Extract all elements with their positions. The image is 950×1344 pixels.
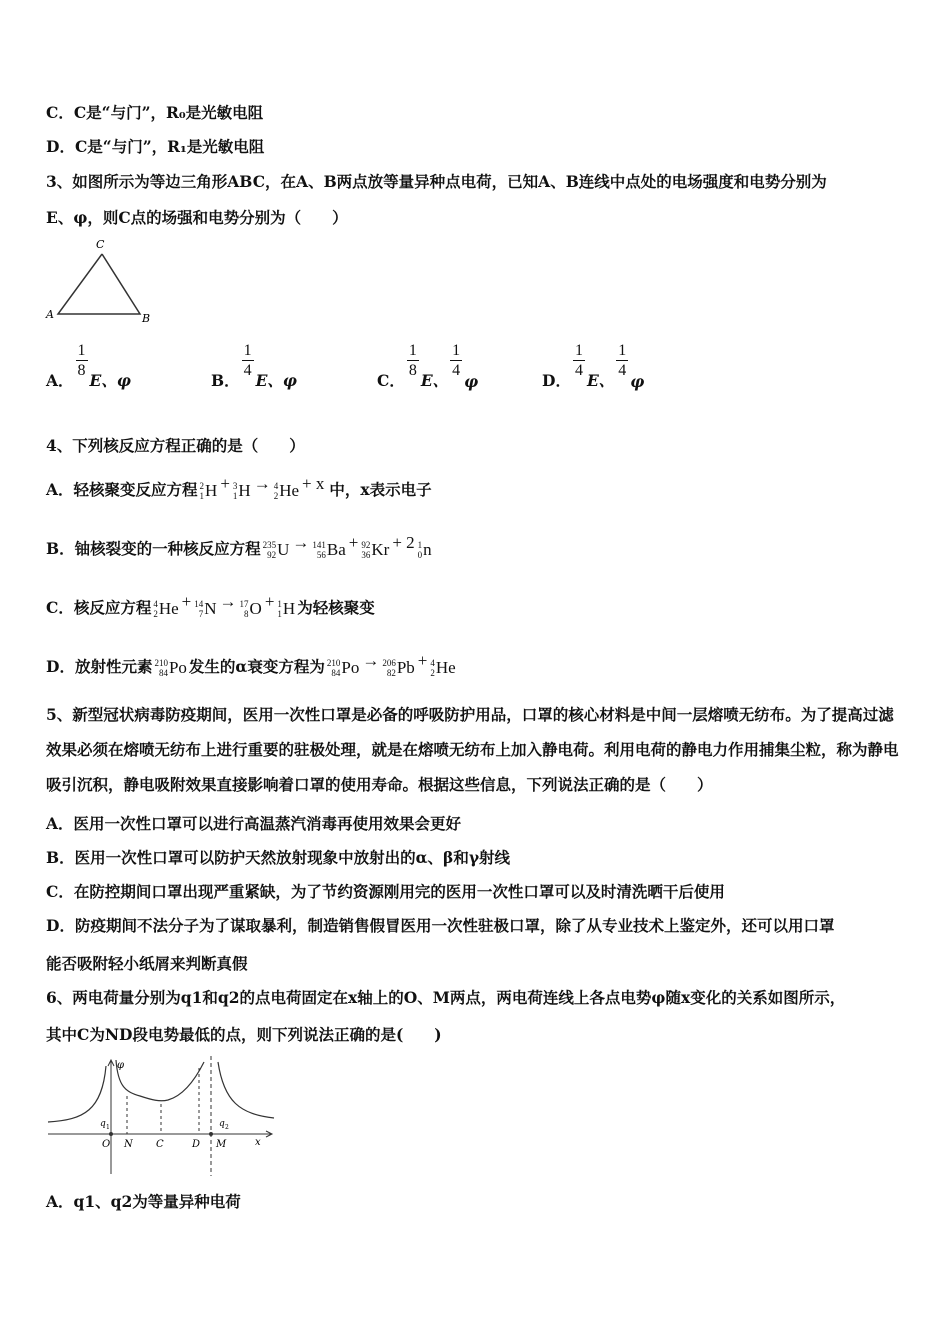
q4-option-a — [46, 474, 432, 507]
q5-stem: 5、新型冠状病毒防疫期间，医用一次性口罩是必备的呼吸防护用品，口罩的核心材料是中间一层熔喷无纺布。为了提高过滤效果必须在熔喷无纺布上进行重要的驻极处理，就是在熔喷无纺布上加入静电荷。利用电荷的静电力作用捕集尘粒，称为静电吸引沉积，静电吸附效果直接影响着口罩的使用寿命。根据这些信息，下列说法正确的是（ ） — [46, 705, 899, 794]
option-suffix: E、φ — [255, 371, 297, 390]
option-letter: C． — [377, 371, 405, 390]
q4-c-prefix: C．核反应方程 — [46, 598, 152, 617]
q3-option-d — [542, 342, 645, 391]
isotope — [274, 481, 299, 501]
q6-stem-line1: 6、两电荷量分别为q1和q2的点电荷固定在x轴上的O、M两点，两电荷连线上各点电势φ随x变化的关系如图所示， — [46, 988, 846, 1007]
graph-label-n: N — [124, 1139, 133, 1150]
fraction-numerator: 1 — [243, 342, 252, 359]
isotope — [263, 540, 290, 560]
isotope — [382, 658, 414, 678]
fraction-2 — [616, 342, 628, 381]
q2-option-d: D．C是“与门”，R₁是光敏电阻 — [46, 137, 265, 156]
q3-stem-line1: 3、如图所示为等边三角形ABC，在A、B两点放等量异种点电荷，已知A、B连线中点处的电场强度和电势分别为 — [46, 172, 827, 191]
q5-option-d-line2: 能否吸附轻小纸屑来判断真假 — [46, 954, 248, 973]
equation-operator: → — [219, 592, 237, 611]
isotope — [312, 540, 345, 560]
equation-operator: + — [417, 651, 428, 670]
isotope — [233, 481, 251, 501]
atomic-number: 2 — [430, 668, 435, 678]
fraction-denominator: 4 — [618, 362, 627, 379]
mass-number: 4 — [430, 658, 435, 668]
atomic-number: 0 — [417, 550, 423, 560]
isotope — [430, 658, 455, 678]
q4-a-equation — [200, 474, 328, 501]
atomic-number: 1 — [199, 491, 205, 501]
q4-a-prefix: A．轻核聚变反应方程 — [46, 480, 198, 499]
equation-operator: + — [348, 533, 359, 552]
graph-label-m: M — [216, 1139, 227, 1150]
mass-number: 210 — [326, 658, 341, 668]
equation-operator: → — [292, 533, 310, 552]
q3-stem-line2: E、φ，则C点的场强和电势分别为（ ） — [46, 208, 348, 227]
isotope — [277, 599, 295, 619]
graph-axis-x: x — [255, 1137, 261, 1148]
triangle-label-c: C — [96, 238, 105, 251]
atomic-number: 1 — [277, 609, 282, 619]
mass-number: 17 — [239, 599, 249, 609]
atomic-number: 84 — [158, 668, 168, 678]
graph-label-q1-sub: 1 — [106, 1124, 110, 1131]
graph-label-q2: q — [219, 1119, 225, 1129]
triangle-diagram — [40, 238, 160, 328]
mass-number: 4 — [273, 481, 279, 491]
q6-option-a: A．q1、q2为等量异种电荷 — [46, 1192, 241, 1211]
option-suffix: φ — [464, 372, 479, 391]
equation-operator: + — [264, 592, 275, 611]
fraction-denominator: 4 — [243, 362, 252, 379]
element-symbol: U — [277, 540, 290, 559]
q4-a-suffix: 中，x表示电子 — [329, 480, 432, 499]
equation-operator: + 2 — [392, 533, 415, 552]
fraction-numerator: 1 — [77, 342, 86, 359]
mass-number: 92 — [361, 540, 371, 550]
atomic-number: 56 — [316, 550, 326, 560]
equation-operator: + — [220, 474, 230, 493]
fraction-numerator: 1 — [452, 342, 461, 359]
option-suffix: φ — [630, 372, 645, 391]
mass-number: 3 — [232, 481, 238, 491]
element-symbol: H — [282, 599, 296, 618]
equation-operator: + — [181, 592, 192, 611]
graph-label-c: C — [156, 1139, 164, 1150]
mass-number: 1 — [277, 599, 282, 609]
q5-option-d-line1: D．防疫期间不法分子为了谋取暴利，制造销售假冒医用一次性驻极口罩，除了从专业技术上鉴定外，还可以用口罩 — [46, 916, 835, 935]
element-symbol: Po — [168, 658, 187, 677]
q4-c-equation — [153, 592, 295, 619]
element-symbol: Po — [341, 658, 360, 677]
element-symbol: H — [238, 481, 251, 500]
atomic-number: 2 — [273, 491, 279, 501]
atomic-number: 8 — [244, 609, 249, 619]
isotope — [361, 540, 389, 560]
q4-d-middle: 发生的α衰变方程为 — [188, 657, 325, 676]
atomic-number: 1 — [232, 491, 238, 501]
isotope — [154, 658, 186, 678]
q3-option-b — [211, 342, 297, 391]
q4-stem: 4、下列核反应方程正确的是（ ） — [46, 436, 305, 455]
option-letter: D． — [542, 371, 571, 390]
element-symbol: Ba — [326, 540, 346, 559]
q4-option-b — [46, 533, 434, 566]
mass-number: 14 — [194, 599, 204, 609]
element-symbol: H — [205, 481, 218, 500]
q3-option-c — [377, 342, 479, 391]
triangle-label-a: A — [46, 308, 54, 321]
fraction-numerator: 1 — [618, 342, 627, 359]
graph-label-q2-sub: 2 — [225, 1124, 229, 1131]
element-symbol: N — [204, 599, 217, 618]
option-middle: E、 — [586, 371, 615, 390]
mass-number: 4 — [153, 599, 158, 609]
graph-label-q1: q — [100, 1119, 106, 1129]
isotope — [240, 599, 262, 619]
isotope — [153, 599, 178, 619]
element-symbol: He — [279, 481, 300, 500]
atomic-number: 2 — [153, 609, 158, 619]
fraction-2 — [450, 342, 462, 381]
fraction-denominator: 8 — [408, 362, 417, 379]
option-suffix: E、φ — [89, 371, 131, 390]
atomic-number: 36 — [361, 550, 371, 560]
fraction-1 — [76, 342, 88, 381]
q6-stem-line2: 其中C为ND段电势最低的点，则下列说法正确的是( ) — [46, 1025, 442, 1044]
graph-label-o: O — [102, 1139, 111, 1150]
q5-option-c: C．在防控期间口罩出现严重紧缺，为了节约资源刚用完的医用一次性口罩可以及时清洗晒干后使用 — [46, 882, 725, 901]
q4-option-c — [46, 592, 375, 625]
isotope — [200, 481, 218, 501]
mass-number: 235 — [262, 540, 277, 550]
triangle-label-b: B — [142, 312, 151, 325]
graph-axis-phi: φ — [117, 1060, 125, 1071]
mass-number: 1 — [417, 540, 423, 550]
mass-number: 206 — [382, 658, 396, 668]
equation-operator: + x — [302, 474, 325, 493]
potential-graph — [44, 1052, 284, 1177]
graph-label-d: D — [192, 1139, 201, 1150]
element-symbol: He — [158, 599, 179, 618]
fraction-denominator: 4 — [452, 362, 461, 379]
fraction-1 — [242, 342, 254, 381]
q4-d-prefix: D．放射性元素 — [46, 657, 153, 676]
element-symbol: O — [249, 599, 262, 618]
atomic-number: 84 — [331, 668, 341, 678]
mass-number: 2 — [199, 481, 205, 491]
equation-operator: → — [362, 651, 380, 670]
element-symbol: n — [423, 540, 432, 559]
atomic-number: 7 — [198, 609, 204, 619]
option-middle: E、 — [420, 371, 449, 390]
fraction-denominator: 4 — [574, 362, 583, 379]
mass-number: 210 — [154, 658, 168, 668]
q3-option-a — [46, 342, 131, 391]
q4-b-prefix: B．铀核裂变的一种核反应方程 — [46, 539, 261, 558]
q4-option-d — [46, 651, 458, 684]
isotope — [194, 599, 216, 619]
fraction-numerator: 1 — [408, 342, 417, 359]
q4-c-suffix: 为轻核聚变 — [297, 598, 375, 617]
q4-d-equation-1 — [154, 651, 186, 678]
equation-operator: → — [253, 474, 271, 493]
fraction-denominator: 8 — [77, 362, 86, 379]
fraction-numerator: 1 — [574, 342, 583, 359]
atomic-number: 92 — [267, 550, 277, 560]
mass-number: 141 — [312, 540, 326, 550]
option-letter: B． — [211, 371, 240, 390]
option-letter: A． — [46, 371, 74, 390]
q2-option-c: C．C是“与门”，R₀是光敏电阻 — [46, 103, 264, 122]
q4-b-equation — [263, 533, 432, 560]
q5-option-a: A．医用一次性口罩可以进行高温蒸汽消毒再使用效果会更好 — [46, 814, 462, 833]
q5-option-b: B．医用一次性口罩可以防护天然放射现象中放射出的α、β和γ射线 — [46, 848, 511, 867]
element-symbol: Pb — [396, 658, 415, 677]
isotope — [327, 658, 359, 678]
atomic-number: 82 — [386, 668, 396, 678]
q4-d-equation-2 — [327, 651, 456, 678]
fraction-1 — [573, 342, 585, 381]
element-symbol: Kr — [371, 540, 390, 559]
element-symbol: He — [435, 658, 456, 677]
fraction-1 — [407, 342, 419, 381]
isotope — [418, 540, 432, 560]
